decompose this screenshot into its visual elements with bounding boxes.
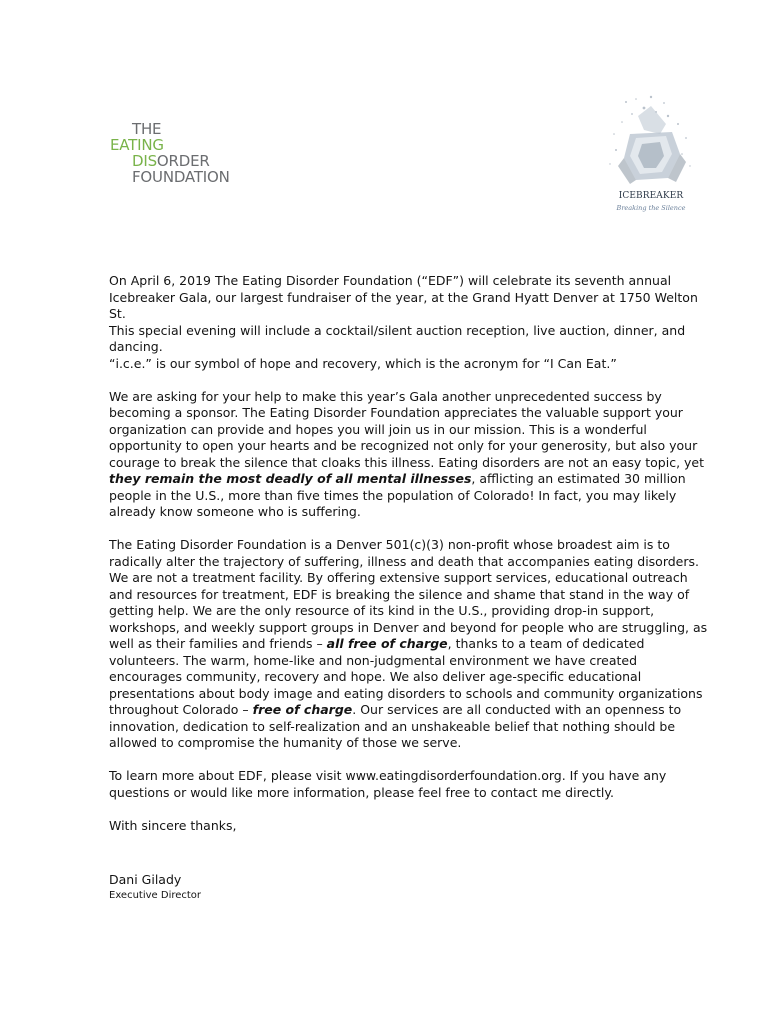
edf-logo-order: ORDER	[156, 152, 210, 170]
edf-logo-dis: DIS	[132, 152, 157, 170]
edf-logo-line-the: THE	[132, 120, 162, 138]
signer-title: Executive Director	[109, 889, 202, 901]
edf-logo-line-foundation: FOUNDATION	[132, 168, 230, 186]
mission-text-end: . Our services are all conducted with an openness to innovation, dedication to self-realization and an unshakeable belief that nothing should be allowed to compromise the humanity of those we serve.	[109, 702, 682, 750]
edf-logo-line-disorder	[110, 153, 230, 169]
intro-line: “i.c.e.” is our symbol of hope and recovery, which is the acronym for “I Can Eat.”	[109, 355, 617, 371]
mission-emphasis-1: all free of charge	[326, 636, 448, 651]
letter-body	[109, 273, 709, 903]
intro-line: On April 6, 2019 The Eating Disorder Foundation (“EDF”) will celebrate its seventh annual	[109, 273, 672, 288]
signer-name: Dani Gilady	[109, 872, 182, 887]
intro-line: Icebreaker Gala, our largest fundraiser of the year, at the Grand Hyatt Denver at 1750 Welton St.	[109, 289, 698, 321]
icebreaker-tagline: Breaking the Silence	[616, 204, 686, 212]
sponsorship-text-end: , afflicting an estimated 30 million people in the U.S., more than five times the population of Colorado! In fact, you may likely already know someone who is suffering.	[109, 471, 686, 519]
sponsorship-text: We are asking for your help to make this year’s Gala another unprecedented success by becoming a sponsor. The Eating Disorder Foundation appreciates the valuable support your organization can provide and hopes you will join us in our mission. This is a wonderful opportunity to open your hearts and be recognized not only for your generosity, but also your courage to break the silence that cloaks this illness. Eating disorders are not an easy topic, yet	[109, 388, 705, 470]
icebreaker-logo	[596, 94, 706, 222]
sponsorship-emphasis: they remain the most deadly of all mental illnesses	[109, 471, 472, 486]
mission-text: The Eating Disorder Foundation is a Denver 501(c)(3) non-profit whose broadest aim is to radically alter the trajectory of suffering, illness and death that accompanies eating disorders. We are not a treatment facility. By offering extensive support services, educational outreach and resources for treatment, EDF is breaking the silence and shame that stand in the way of getting help. We are the only resource of its kind in the U.S., providing drop-in support, workshops, and weekly support groups in Denver and beyond for people who are struggling, as well as their families and friends –	[109, 537, 708, 651]
mission-paragraph	[109, 537, 709, 752]
mission-text-mid: , thanks to a team of dedicated volunteers. The warm, home-like and non-judgmental environment we have created encourages community, recovery and hope. We also deliver age-specific educational presentations about body image and eating disorders to schools and community organizations throughout Colorado –	[109, 636, 703, 717]
edf-logo-line-eating: EATING	[110, 136, 164, 154]
closing-line: With sincere thanks,	[109, 817, 237, 833]
intro-line: This special evening will include a cocktail/silent auction reception, live auction, dinner, and dancing.	[109, 322, 686, 354]
ice-cube-graphic	[596, 94, 706, 190]
mission-emphasis-2: free of charge	[252, 702, 353, 717]
sponsorship-paragraph	[109, 389, 709, 521]
icebreaker-title: ICEBREAKER	[618, 191, 684, 201]
edf-logo	[110, 121, 230, 185]
contact-paragraph: To learn more about EDF, please visit www.eatingdisorderfoundation.org. If you have any questions or would like more information, please feel free to contact me directly.	[109, 768, 667, 800]
